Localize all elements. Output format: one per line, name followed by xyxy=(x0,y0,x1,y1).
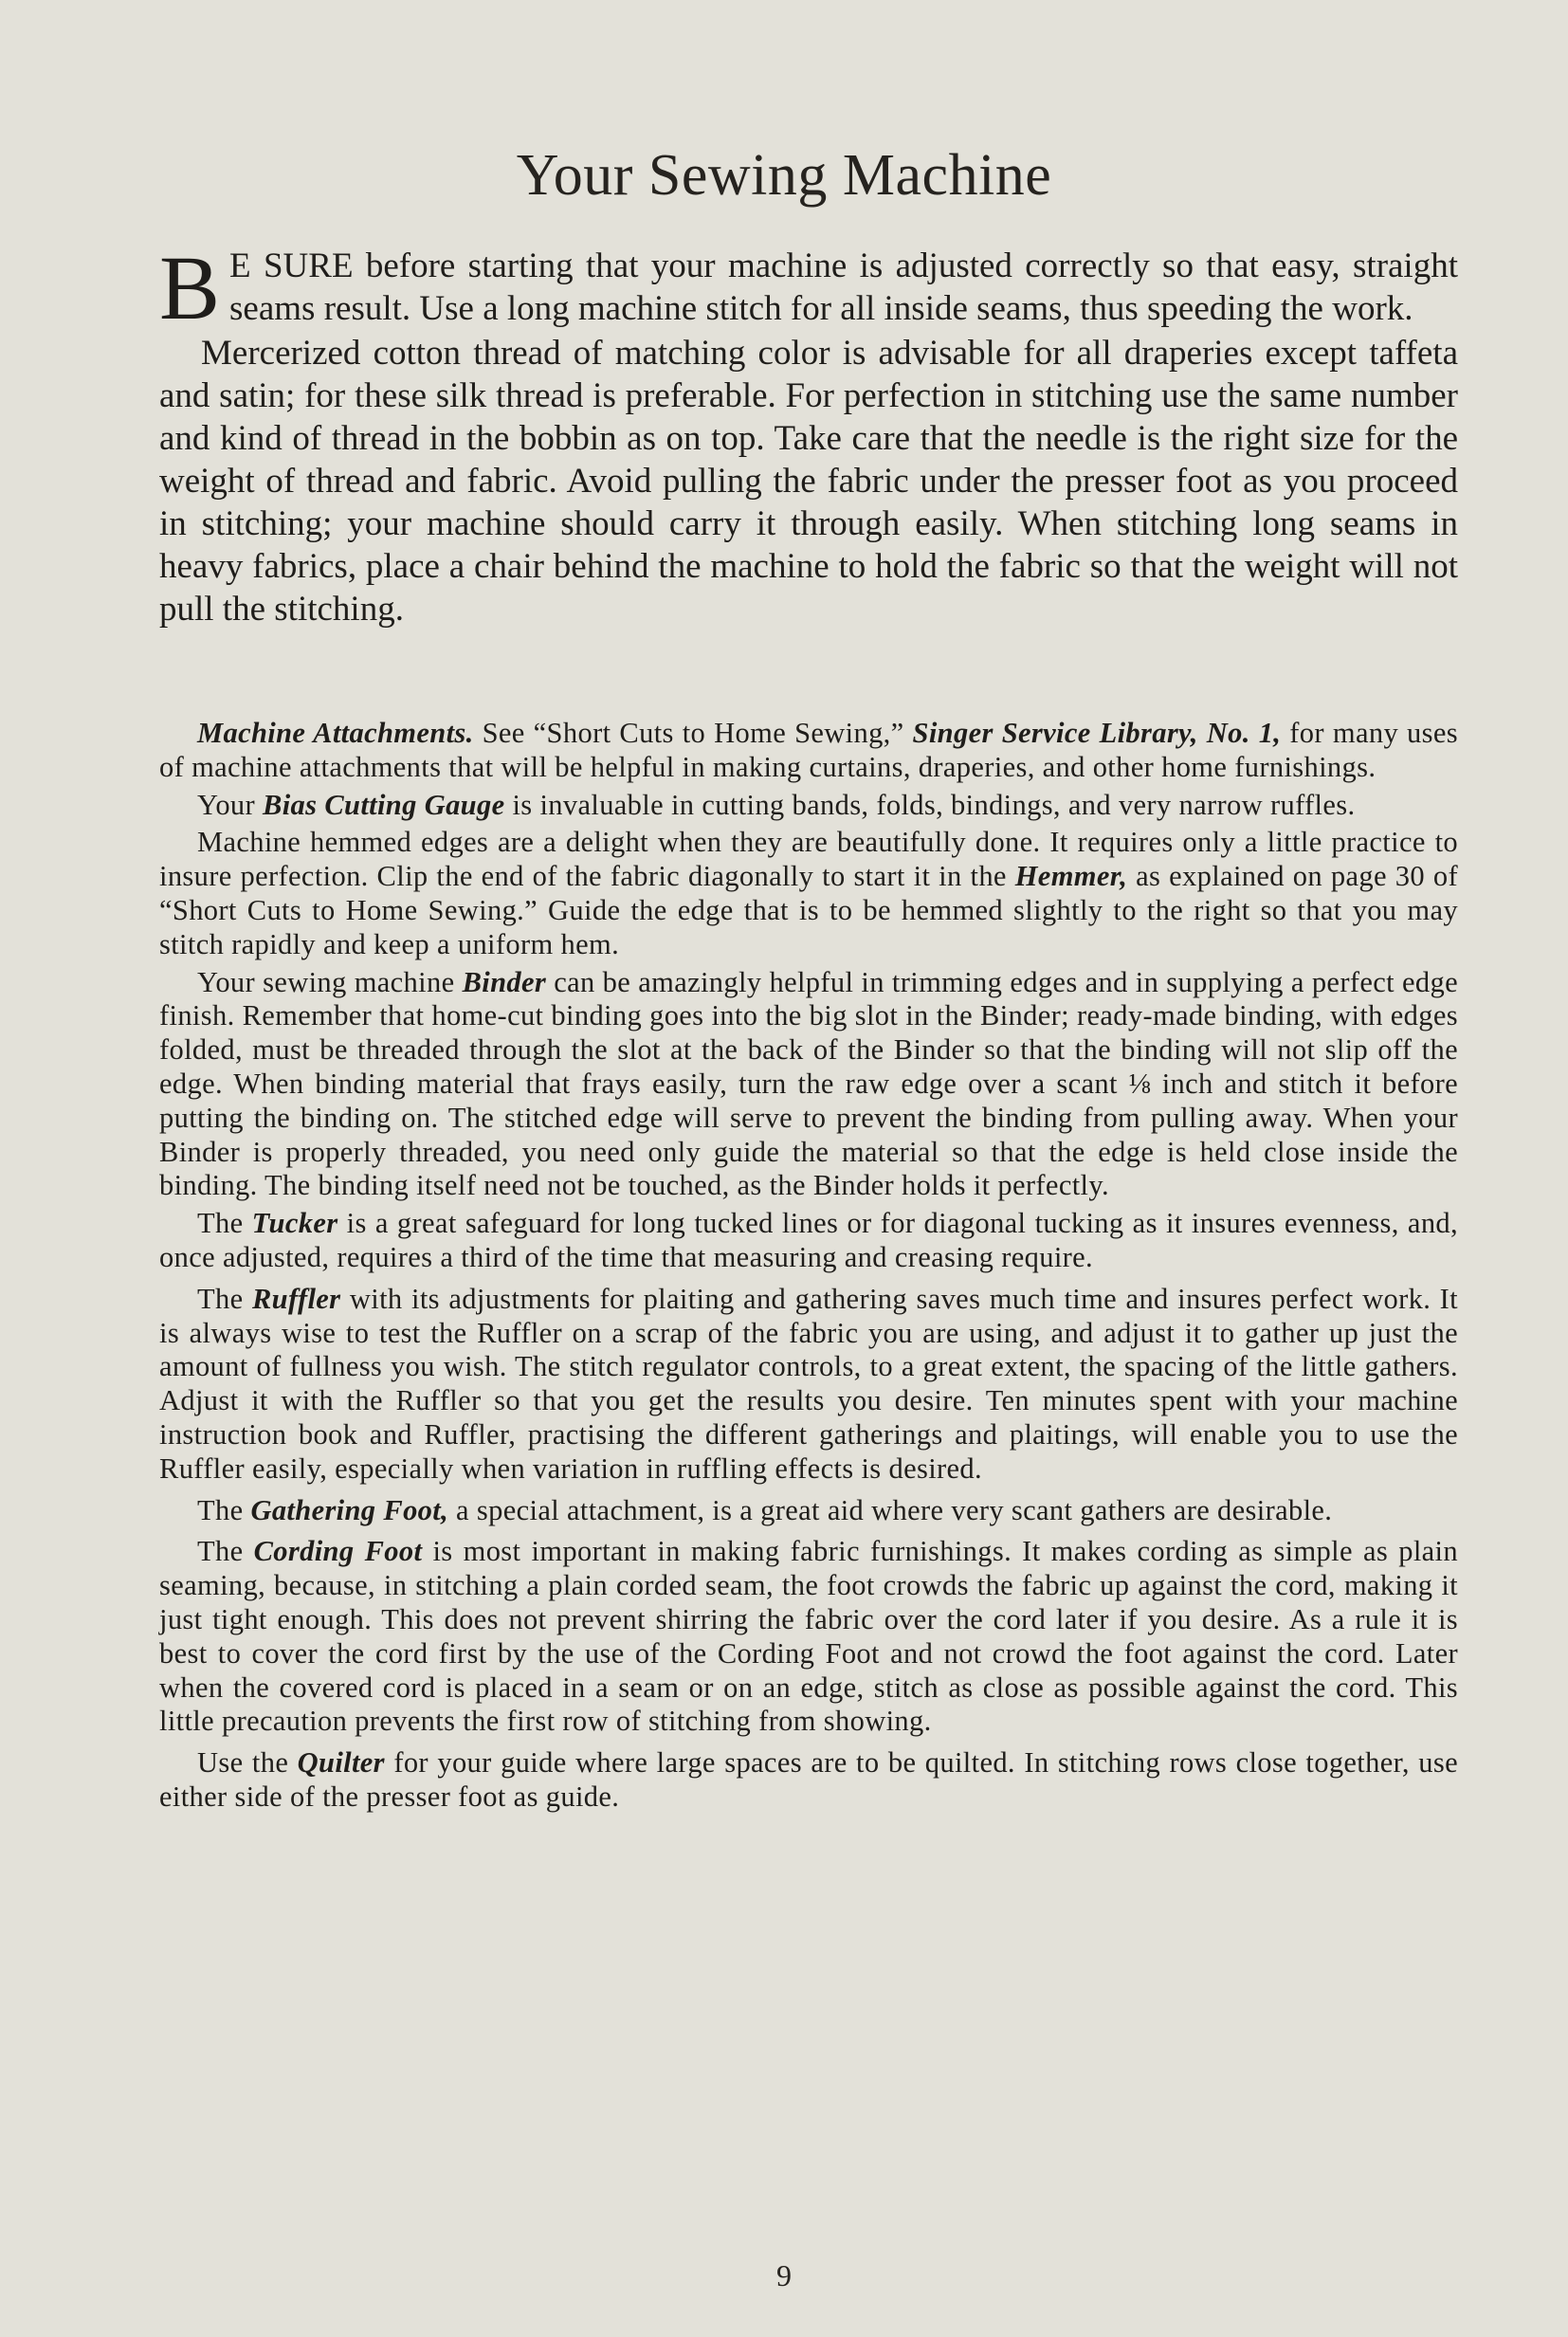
emphasis-term: Cording Foot xyxy=(253,1535,423,1568)
paragraph-text: is invaluable in cutting bands, folds, bindings, and very narrow ruffles. xyxy=(504,788,1356,821)
paragraph-text: Use the xyxy=(197,1746,298,1780)
paragraph-text: can be amazingly helpful in trimming edges and in supplying a perfect edge finish. Remember that home-cut binding goes into the big slot in the Binder; ready-made binding, with edges folded, must be threaded through the slot at the back of the Binder so that the binding will not slip off the edge. When binding material that frays easily, turn the raw edge over a scant ⅛ inch and stitch it before putting the binding on. The stitched edge will serve to prevent the binding from pulling away. When your Binder is properly threaded, you need only guide the material so that the edge is held close inside the binding. The binding itself need not be touched, as the Binder holds it perfectly. xyxy=(159,965,1458,1202)
intro-section xyxy=(159,237,1458,630)
emphasis-term: Machine Attachments. xyxy=(197,717,474,749)
paragraph-bias-cutting-gauge xyxy=(159,789,1458,823)
paragraph-text: Your sewing machine xyxy=(197,965,463,998)
emphasis-term: Gathering Foot, xyxy=(250,1493,449,1526)
paragraph-text: a special attachment, is a great aid where very scant gathers are desirable. xyxy=(448,1493,1333,1526)
paragraph-ruffler xyxy=(159,1283,1458,1487)
paragraph-text: for many uses of machine attachments that will be helpful in making curtains, draperies, and other home furnishings. xyxy=(159,717,1458,783)
emphasis-term: Ruffler xyxy=(251,1282,341,1315)
intro-paragraph-1 xyxy=(159,237,1458,338)
emphasis-term: Singer Service Library, No. 1, xyxy=(912,717,1282,749)
paragraph-quilter xyxy=(159,1746,1458,1815)
paragraph-text: See “Short Cuts to Home Sewing,” xyxy=(473,717,913,749)
attachments-section xyxy=(159,717,1458,1818)
paragraph-binder xyxy=(159,966,1458,1204)
paragraph-text: as explained on page 30 of “Short Cuts to Home Sewing.” Guide the edge that is to be hemmed slightly to the right so that you may stitch rapidly and keep a uniform hem. xyxy=(159,860,1458,960)
paragraph-cording-foot xyxy=(159,1535,1458,1739)
emphasis-term: Quilter xyxy=(297,1746,385,1780)
paragraph-gathering-foot xyxy=(159,1494,1458,1528)
paragraph-text: The xyxy=(197,1282,252,1315)
emphasis-term: Bias Cutting Gauge xyxy=(263,788,505,821)
paragraph-text: for your guide where large spaces are to be quilted. In stitching rows close together, use either side of the presser foot as guide. xyxy=(159,1746,1458,1813)
page-number: 9 xyxy=(776,2258,792,2292)
paragraph-text: Machine hemmed edges are a delight when they are beautifully done. It requires only a little practice to insure perfection. Clip the end of the fabric diagonally to start it in the xyxy=(159,826,1458,893)
page-title: Your Sewing Machine xyxy=(516,143,1052,208)
paragraph-text: is most important in making fabric furnishings. It makes cording as simple as plain seaming, because, in stitching a plain corded seam, the foot crowds the fabric up against the cord, making it just tight enough. This does not prevent shirring the fabric over the cord later if you desire. As a rule it is best to cover the cord first by the use of the Cording Foot and not crowd the foot against the cord. Later when the covered cord is placed in a seam or on an edge, stitch as close as possible against the cord. This little precaution prevents the first row of stitching from showing. xyxy=(159,1535,1458,1738)
emphasis-term: Hemmer, xyxy=(1014,860,1128,893)
emphasis-term: Tucker xyxy=(251,1207,338,1240)
drop-cap: B xyxy=(159,237,221,338)
paragraph-text: is a great safeguard for long tucked lines or for diagonal tucking as it insures evenness, and, once adjusted, requires a third of the time that measuring and creasing require. xyxy=(159,1207,1458,1273)
paragraph-tucker xyxy=(159,1207,1458,1275)
paragraph-text: The xyxy=(197,1207,252,1240)
paragraph-text: The xyxy=(197,1535,254,1568)
intro-paragraph-1-text: E SURE before starting that your machine is adjusted correctly so that easy, straight seams result. Use a long machine stitch for all inside seams, thus speeding the work. xyxy=(229,246,1458,328)
paragraph-text: Your xyxy=(197,788,264,821)
intro-paragraph-2: Mercerized cotton thread of matching color is advisable for all draperies except taffeta and satin; for these silk thread is preferable. For perfection in stitching use the same number and kind of thread in the bobbin as on top. Take care that the needle is the right size for the weight of thread and fabric. Avoid pulling the fabric under the presser foot as you proceed in stitching; your machine should carry it through easily. When stitching long seams in heavy fabrics, place a chair behind the machine to hold the fabric so that the weight will not pull the stitching. xyxy=(159,334,1458,629)
paragraph-machine-attachments xyxy=(159,717,1458,785)
paragraph-text: The xyxy=(197,1493,251,1526)
paragraph-hemmer xyxy=(159,826,1458,961)
emphasis-term: Binder xyxy=(462,965,547,998)
paragraph-text: with its adjustments for plaiting and gathering saves much time and insures perfect work. It is always wise to test the Ruffler on a scrap of the fabric you are using, and adjust it to gather up just the amount of fullness you wish. The stitch regulator controls, to a great extent, the spacing of the little gathers. Adjust it with the Ruffler so that you get the results you desire. Ten minutes spent with your machine instruction book and Ruffler, practising the different gatherings and plaitings, will enable you to use the Ruffler easily, especially when variation in ruffling effects is desired. xyxy=(159,1282,1459,1485)
